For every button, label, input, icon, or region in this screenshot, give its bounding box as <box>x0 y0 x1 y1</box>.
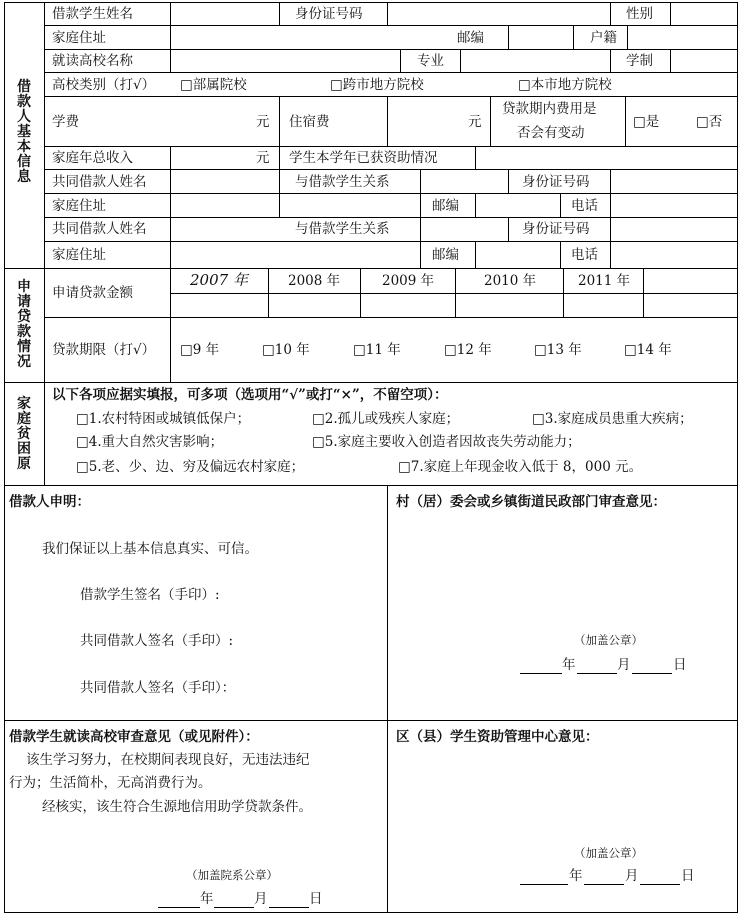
label-accommodation: 住宿费 <box>289 114 330 130</box>
rule <box>268 268 269 317</box>
label-school-name: 就读高校名称 <box>52 53 133 69</box>
student-signature-label: 借款学生签名（手印）: <box>80 587 220 603</box>
school-month-blank[interactable] <box>214 907 254 908</box>
school-review-seal: （加盖院系公章） <box>186 868 278 882</box>
label-co-borrower-phone-2: 电话 <box>571 247 598 263</box>
label-co-borrower-id-2: 身份证号码 <box>522 221 590 237</box>
village-day-label: 日 <box>673 657 687 673</box>
rule <box>420 169 421 193</box>
label-household-registration: 户籍 <box>590 30 617 46</box>
rule <box>475 193 476 217</box>
term-option-12[interactable]: □12 年 <box>444 342 492 358</box>
loan-year-2007: 2007 年 <box>190 271 248 289</box>
rule <box>44 241 738 242</box>
fee-change-no-checkbox[interactable]: □否 <box>696 114 723 130</box>
label-gender: 性别 <box>626 6 653 22</box>
rule <box>573 25 574 49</box>
village-month-label: 月 <box>617 657 631 673</box>
rule <box>563 268 564 317</box>
rule <box>460 49 461 72</box>
label-column-divider <box>44 2 45 485</box>
village-review-title: 村（居）委会或乡镇街道民政部门审查意见： <box>396 494 666 510</box>
school-year-blank[interactable] <box>158 907 200 908</box>
loan-year-2010: 2010 年 <box>484 273 537 289</box>
rule <box>420 193 421 217</box>
fee-change-yes-checkbox[interactable]: □是 <box>633 114 660 130</box>
label-relation-2: 与借款学生关系 <box>295 221 390 237</box>
rule <box>625 96 626 146</box>
rule <box>610 2 611 25</box>
loan-year-2008: 2008 年 <box>288 273 341 289</box>
county-review-title: 区（县）学生资助管理中心意见： <box>396 729 599 745</box>
county-day-blank[interactable] <box>640 884 680 885</box>
fee-change-question-line1: 贷款期内费用是 <box>502 101 597 117</box>
label-program-length: 学制 <box>626 53 653 69</box>
label-id-number: 身份证号码 <box>295 6 363 22</box>
border-left <box>4 2 5 913</box>
label-tuition: 学费 <box>52 114 79 130</box>
school-day-blank[interactable] <box>269 907 309 908</box>
tuition-unit: 元 <box>256 114 270 130</box>
co-borrower-signature-label-2: 共同借款人签名（手印）： <box>80 680 236 696</box>
rule <box>670 49 671 72</box>
rule <box>44 25 738 26</box>
term-option-10[interactable]: □10 年 <box>262 342 310 358</box>
rule <box>44 49 738 50</box>
county-year-label: 年 <box>569 868 583 884</box>
school-year-label: 年 <box>200 891 214 907</box>
label-annual-income: 家庭年总收入 <box>52 150 133 166</box>
label-loan-amount: 申请贷款金额 <box>52 285 133 301</box>
hardship-option-1[interactable]: □1.农村特困或城镇低保户； <box>76 411 251 427</box>
rule <box>44 96 738 97</box>
rule <box>4 382 738 383</box>
label-co-borrower-address-1: 家庭住址 <box>52 198 106 214</box>
label-aid-received: 学生本学年已获资助情况 <box>289 150 438 166</box>
rule <box>420 241 421 268</box>
label-co-borrower-phone-1: 电话 <box>571 198 598 214</box>
rule <box>475 241 476 268</box>
border-top <box>4 2 738 3</box>
rule <box>560 193 561 217</box>
term-option-11[interactable]: □11 年 <box>353 342 401 358</box>
rule <box>560 241 561 268</box>
rule <box>279 146 280 217</box>
county-year-blank[interactable] <box>520 884 568 885</box>
rule <box>475 146 476 169</box>
term-option-9[interactable]: □9 年 <box>180 342 220 358</box>
rule <box>508 25 509 49</box>
co-borrower-signature-label-1: 共同借款人签名（手印）: <box>80 633 234 649</box>
hardship-option-7[interactable]: □7.家庭上年现金收入低于 8，000 元。 <box>398 459 643 475</box>
school-type-option-cross-city[interactable]: □跨市地方院校 <box>330 77 424 93</box>
rule <box>508 169 509 193</box>
label-co-borrower-postcode-1: 邮编 <box>432 198 459 214</box>
label-co-borrower-name-1: 共同借款人姓名 <box>52 174 147 190</box>
border-right <box>737 2 738 913</box>
loan-year-2011: 2011 年 <box>578 273 631 289</box>
rule <box>610 241 611 268</box>
village-day-blank[interactable] <box>632 673 672 674</box>
rule <box>170 146 171 268</box>
label-co-borrower-postcode-2: 邮编 <box>432 247 459 263</box>
rule <box>508 217 509 241</box>
rule <box>279 2 280 25</box>
school-type-option-local[interactable]: □本市地方院校 <box>518 77 612 93</box>
declaration-statement: 我们保证以上基本信息真实、可信。 <box>42 541 258 557</box>
label-co-borrower-id-1: 身份证号码 <box>522 174 590 190</box>
rule <box>400 49 401 72</box>
rule <box>627 25 628 49</box>
section-title-loan-application: 申请贷款情况 <box>17 279 31 370</box>
section-title-family-hardship: 家庭贫困原 <box>17 396 31 472</box>
hardship-option-4[interactable]: □4.重大自然灾害影响； <box>76 434 224 450</box>
rule <box>670 2 671 25</box>
rule <box>44 317 738 318</box>
rule <box>4 485 738 486</box>
rule <box>44 217 738 218</box>
rule <box>610 169 611 193</box>
rule <box>44 193 738 194</box>
label-major: 专业 <box>417 53 444 69</box>
rule <box>387 2 388 25</box>
school-review-line-1: 该生学习努力，在校期间表现良好，无违法违纪 <box>26 752 310 768</box>
village-year-label: 年 <box>562 657 576 673</box>
term-option-13[interactable]: □13 年 <box>534 342 582 358</box>
hardship-option-6[interactable]: □5.老、少、边、穷及偏远农村家庭； <box>76 459 305 475</box>
village-review-seal: （加盖公章） <box>574 633 643 647</box>
hardship-instruction: 以下各项应据实填报，可多项（选项用“√”或打“×”，不留空项）： <box>52 387 448 403</box>
rule <box>44 169 738 170</box>
label-school-type: 高校类别（打√） <box>52 77 156 93</box>
rule <box>170 2 171 72</box>
county-day-label: 日 <box>681 868 695 884</box>
label-student-name: 借款学生姓名 <box>52 6 133 22</box>
rule <box>643 268 644 317</box>
center-divider <box>387 485 388 913</box>
rule <box>360 268 361 317</box>
county-month-blank[interactable] <box>584 884 624 885</box>
school-review-line-3: 经核实，该生符合生源地信用助学贷款条件。 <box>42 799 312 815</box>
label-postcode: 邮编 <box>457 30 484 46</box>
rule <box>387 96 388 146</box>
border-bottom <box>4 912 738 913</box>
label-co-borrower-address-2: 家庭住址 <box>52 247 106 263</box>
school-review-title: 借款学生就读高校审查意见（或见附件）： <box>9 729 259 745</box>
label-home-address: 家庭住址 <box>52 30 106 46</box>
declaration-title: 借款人申明： <box>9 494 90 510</box>
hardship-option-3[interactable]: □3.家庭成员患重大疾病； <box>532 411 693 427</box>
rule <box>4 268 738 269</box>
label-co-borrower-name-2: 共同借款人姓名 <box>52 221 147 237</box>
term-option-14[interactable]: □14 年 <box>624 342 672 358</box>
rule <box>455 268 456 317</box>
rule <box>490 96 491 146</box>
loan-year-2009: 2009 年 <box>382 273 435 289</box>
label-loan-term: 贷款期限（打√） <box>52 342 156 358</box>
label-relation-1: 与借款学生关系 <box>295 174 390 190</box>
rule <box>44 146 738 147</box>
village-month-blank[interactable] <box>577 673 617 674</box>
rule <box>610 193 611 217</box>
rule <box>610 217 611 241</box>
rule <box>610 49 611 72</box>
village-year-blank[interactable] <box>520 673 562 674</box>
rule <box>279 96 280 146</box>
county-review-seal: （加盖公章） <box>574 846 643 860</box>
section-title-borrower-info: 借款人基本信息 <box>17 79 31 185</box>
rule <box>420 217 421 241</box>
income-unit: 元 <box>256 150 270 166</box>
accommodation-unit: 元 <box>468 114 482 130</box>
school-type-option-ministry[interactable]: □部属院校 <box>180 77 247 93</box>
fee-change-question-line2: 否会有变动 <box>517 125 585 141</box>
school-review-line-2: 行为；生活简朴，无高消费行为。 <box>9 775 212 791</box>
school-month-label: 月 <box>254 891 268 907</box>
hardship-option-2[interactable]: □2.孤儿或残疾人家庭； <box>312 411 460 427</box>
hardship-option-5[interactable]: □5.家庭主要收入创造者因故丧失劳动能力； <box>312 434 581 450</box>
rule <box>170 268 171 382</box>
rule <box>44 72 738 73</box>
rule <box>170 293 738 294</box>
school-day-label: 日 <box>309 891 323 907</box>
rule <box>4 720 738 721</box>
county-month-label: 月 <box>625 868 639 884</box>
